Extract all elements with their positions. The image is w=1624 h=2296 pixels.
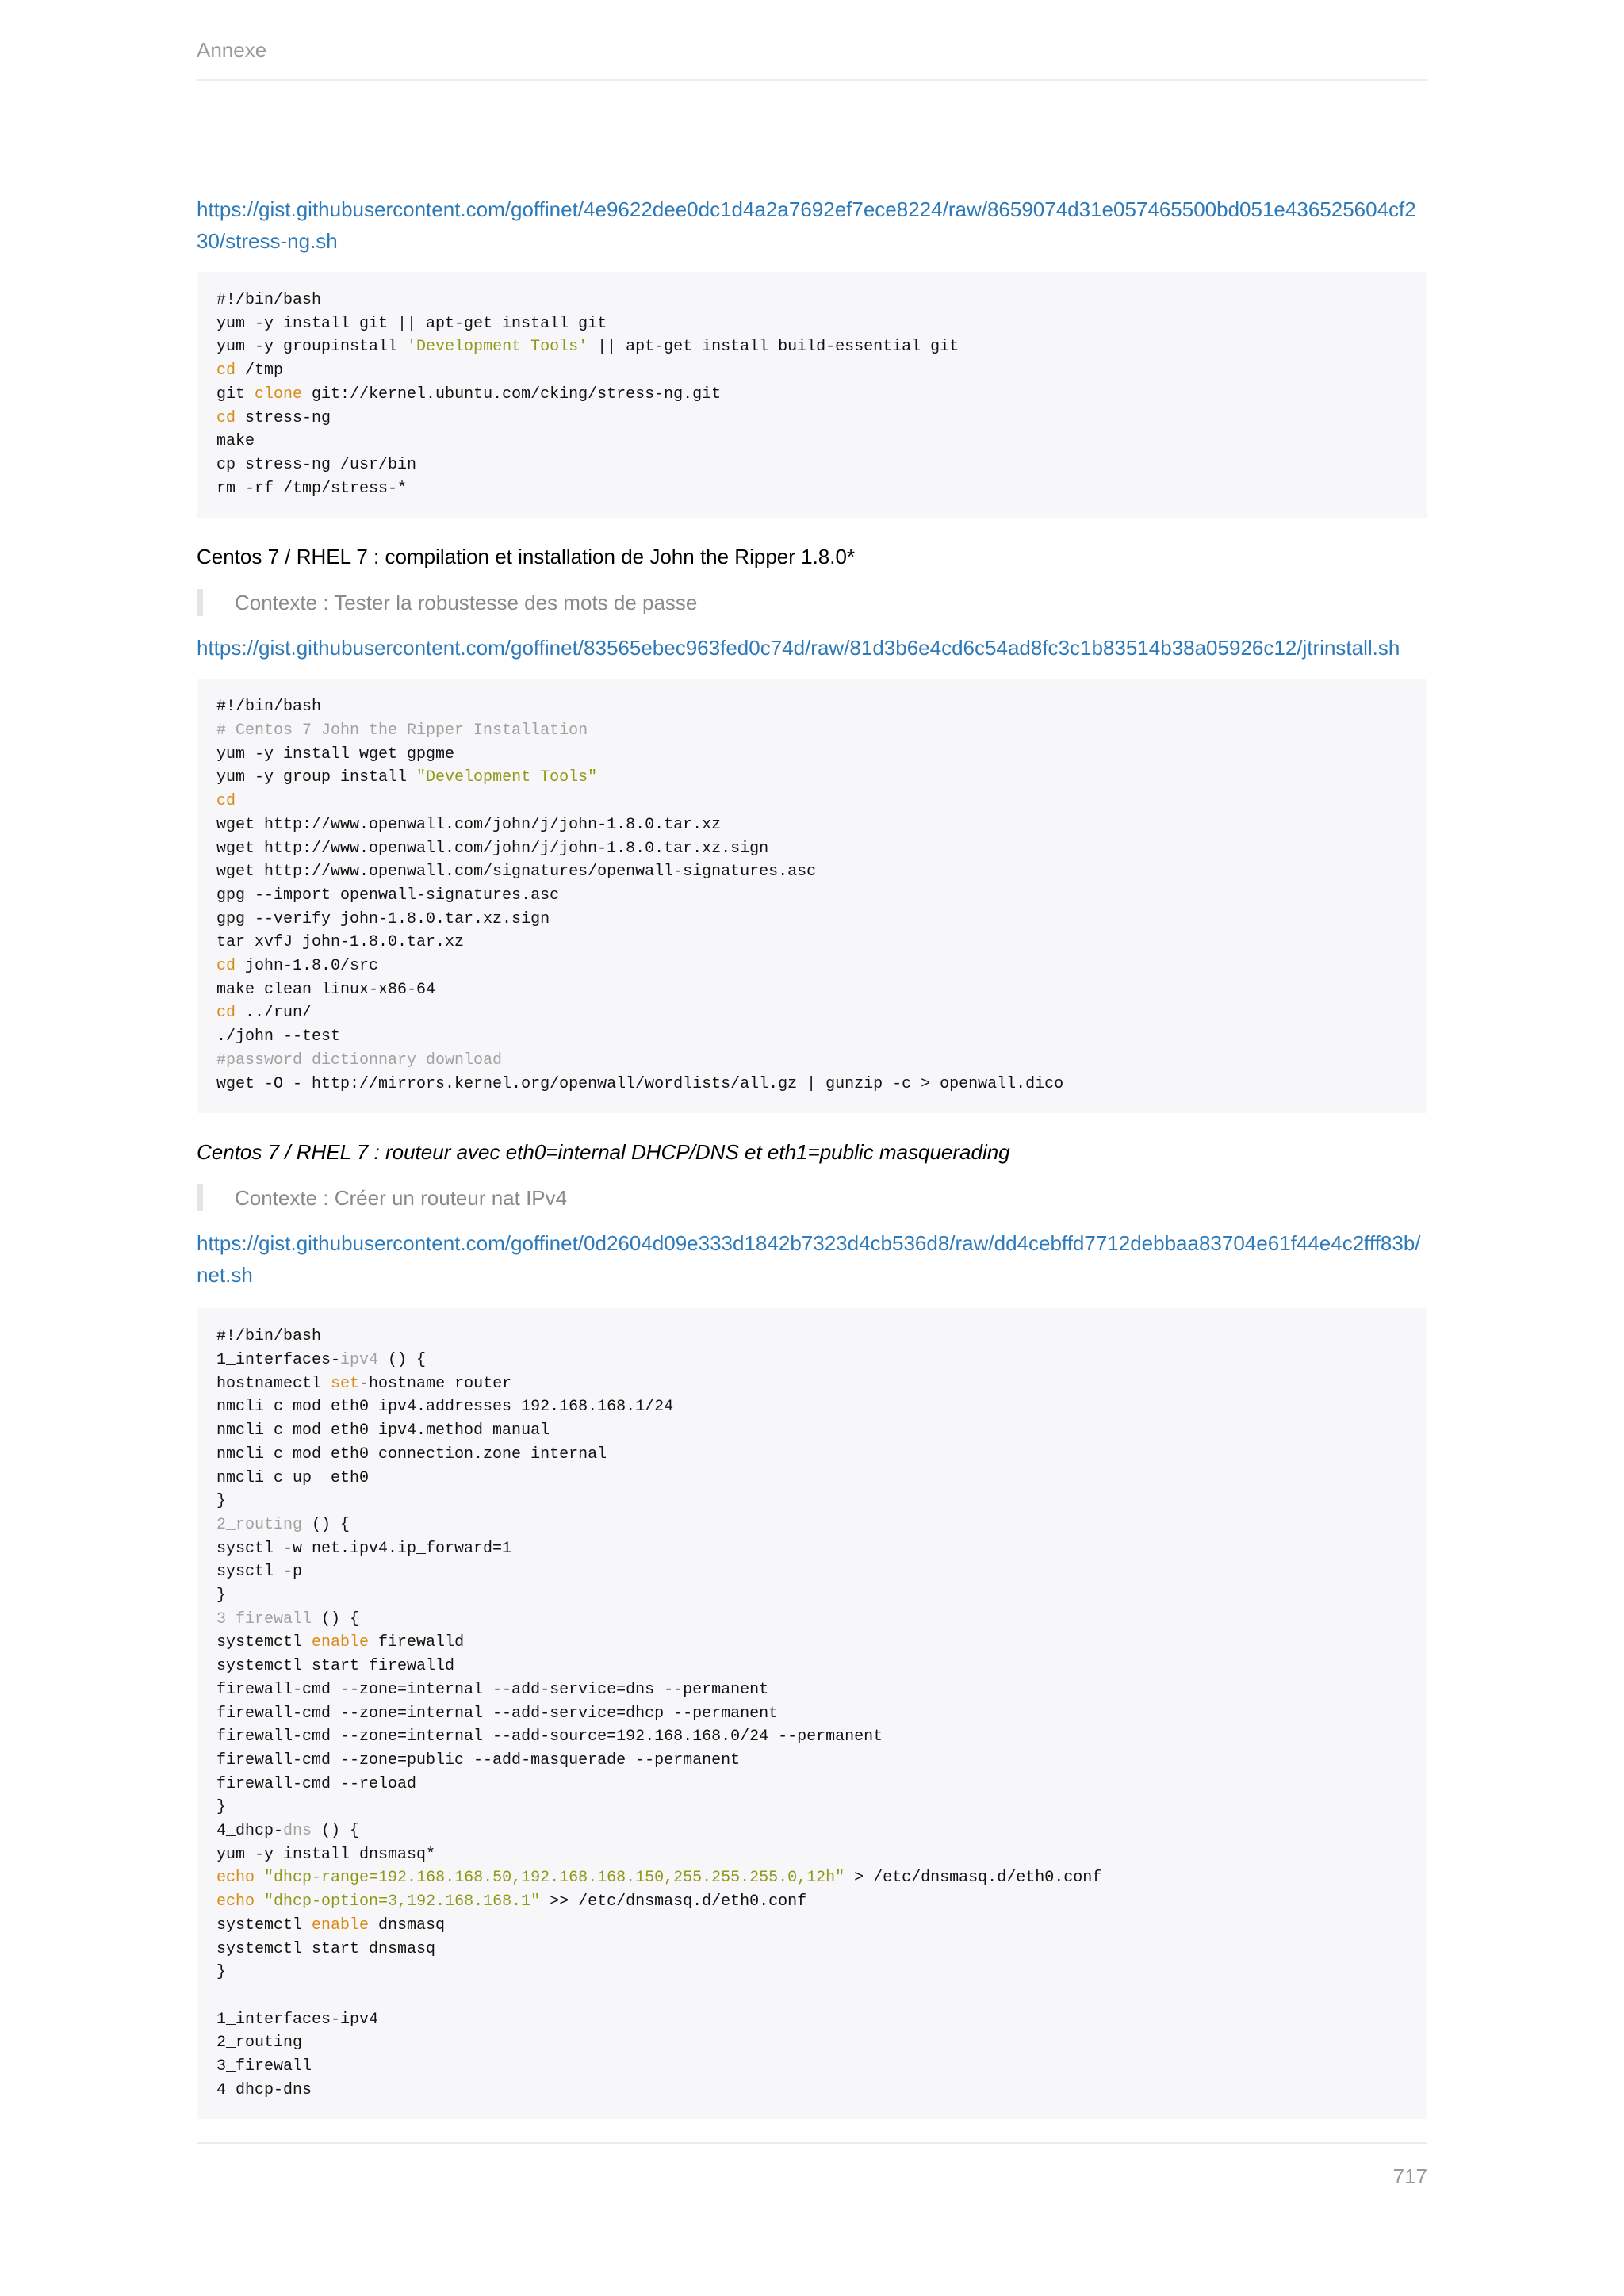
code-line [216,1349,1408,1372]
code-line [216,719,1408,743]
code-token: nmcli c mod eth0 connection.zone internal [216,1445,607,1464]
gist-link-net[interactable]: https://gist.githubusercontent.com/goffinet/0d2604d09e333d1842b7323d4cb536d8/raw/dd4cebffd7712debbaa83704e61f44e4c2fff83b/net.sh [197,1231,1421,1288]
code-token: yum -y install dnsmasq* [216,1845,436,1864]
code-token: sysctl -p [216,1563,303,1582]
code-token: tar xvfJ john-1.8.0.tar.xz [216,933,465,952]
code-token: -hostname router [359,1374,512,1393]
code-token: cd [216,1004,236,1023]
code-token: ipv4 [340,1350,379,1369]
code-token: clone [255,385,303,404]
code-line [216,695,1408,719]
code-line [216,790,1408,813]
code-line [216,1914,1408,1938]
code-line [216,1890,1408,1914]
code-token: wget http://www.openwall.com/john/j/john-1.8.0.tar.xz [216,815,722,834]
code-line [216,1001,1408,1025]
code-token: cd [216,792,236,811]
code-token: yum -y install wget gpgme [216,744,455,763]
code-line [216,978,1408,1002]
code-line [216,1655,1408,1678]
code-token: dns [283,1822,312,1841]
context-quote-router: Contexte : Créer un routeur nat IPv4 [197,1184,1427,1211]
code-token: /tmp [236,362,284,381]
code-line [216,477,1408,501]
code-token: echo [216,1869,255,1888]
code-line [216,1796,1408,1820]
code-line [216,383,1408,407]
code-token: ../run/ [236,1004,312,1023]
gist-link-jtrinstall[interactable]: https://gist.githubusercontent.com/goffinet/83565ebec963fed0c74d/raw/81d3b6e4cd6c54ad8fc3c1b83514b38a05926c12/jtrinstall.sh [197,636,1400,660]
code-token: 'Development Tools' [407,338,588,357]
code-token: "Development Tools" [416,768,598,787]
code-token: 4_dhcp-dns [216,2080,312,2099]
section-heading-router: Centos 7 / RHEL 7 : routeur avec eth0=internal DHCP/DNS et eth1=public masquerading [197,1140,1010,1165]
code-line [216,359,1408,383]
code-token [255,1892,264,1911]
code-token: || apt-get install build-essential git [588,338,959,357]
code-token: systemctl [216,1633,312,1652]
code-token: nmcli c mod eth0 ipv4.method manual [216,1422,550,1441]
code-token: set [331,1374,360,1393]
code-line [216,1702,1408,1726]
code-token: } [216,1492,227,1511]
code-line [216,837,1408,861]
code-token: stress-ng [236,408,331,427]
code-block-net [197,1308,1427,2119]
code-line [216,2008,1408,2032]
code-token: #!/bin/bash [216,698,322,717]
code-line [216,1049,1408,1073]
code-token: john-1.8.0/src [236,957,379,976]
section-heading-john-the-ripper: Centos 7 / RHEL 7 : compilation et installation de John the Ripper 1.8.0* [197,545,856,569]
code-token: enable [312,1633,370,1652]
gist-link-stress-ng[interactable]: https://gist.githubusercontent.com/goffinet/4e9622dee0dc1d4a2a7692ef7ece8224/raw/8659074d31e057465500bd051e436525604cf230/stress-ng.sh [197,197,1416,253]
code-token: dnsmasq [369,1915,446,1934]
page-number: 717 [1392,2164,1427,2188]
code-line [216,813,1408,837]
code-token: wget http://www.openwall.com/john/j/john-1.8.0.tar.xz.sign [216,839,769,858]
code-line [216,312,1408,336]
code-token: ./john --test [216,1027,341,1047]
code-line [216,430,1408,453]
code-token: wget http://www.openwall.com/signatures/openwall-signatures.asc [216,863,817,882]
code-token: yum -y group install [216,768,417,787]
code-line [216,1443,1408,1467]
code-token: systemctl [216,1915,312,1934]
code-token: yum -y groupinstall [216,338,408,357]
code-line [216,335,1408,359]
code-line [216,289,1408,312]
code-token: nmcli c mod eth0 ipv4.addresses 192.168.168.1/24 [216,1398,674,1417]
code-line [216,1608,1408,1632]
code-token: yum -y install git || apt-get install git [216,314,607,333]
code-line [216,1773,1408,1797]
code-token: firewall-cmd --zone=public --add-masquerade --permanent [216,1751,741,1770]
code-line [216,1938,1408,1961]
code-token: make [216,432,255,451]
code-token: } [216,1586,227,1605]
code-token: firewall-cmd --reload [216,1774,417,1793]
code-line [216,1372,1408,1396]
code-line [216,1678,1408,1702]
code-line [216,1725,1408,1749]
code-line [216,1820,1408,1843]
code-line [216,1395,1408,1419]
code-token: cd [216,362,236,381]
code-token: echo [216,1892,255,1911]
code-token: cd [216,408,236,427]
code-token: #!/bin/bash [216,1327,322,1346]
code-token: wget -O - http://mirrors.kernel.org/openwall/wordlists/all.gz | gunzip -c > openwall.dico [216,1074,1064,1093]
code-token: # Centos 7 John the Ripper Installation [216,721,588,740]
code-line [216,1749,1408,1773]
code-token [255,1869,264,1887]
code-line [216,766,1408,790]
code-token: cp stress-ng /usr/bin [216,455,417,474]
code-token: > /etc/dnsmasq.d/eth0.conf [845,1869,1102,1888]
code-token: 2_routing [216,1515,303,1534]
code-token: gpg --verify john-1.8.0.tar.xz.sign [216,909,550,928]
code-token: systemctl start firewalld [216,1657,455,1676]
page-footer [197,2142,1427,2188]
code-line [216,1073,1408,1096]
code-line [216,1537,1408,1561]
code-token: () { [312,1609,360,1628]
code-token: firewalld [369,1633,465,1652]
code-token: () { [302,1515,350,1534]
code-line [216,931,1408,955]
code-token: nmcli c up eth0 [216,1468,370,1487]
code-token: enable [312,1915,370,1934]
code-line [216,1560,1408,1584]
code-line [216,1490,1408,1513]
code-line [216,1984,1408,2008]
code-token: 3_firewall [216,2057,312,2076]
code-line [216,1513,1408,1537]
code-line [216,2079,1408,2103]
code-token: git://kernel.ubuntu.com/cking/stress-ng.git [302,385,722,404]
code-token: 1_interfaces- [216,1350,341,1369]
code-token: 3_firewall [216,1609,312,1628]
code-line [216,1325,1408,1349]
code-line [216,743,1408,767]
running-header-title: Annexe [197,38,267,62]
code-line [216,2055,1408,2079]
code-line [216,407,1408,430]
code-token: 4_dhcp- [216,1822,284,1841]
code-line [216,955,1408,978]
code-line [216,1025,1408,1049]
code-line [216,860,1408,884]
page-content [197,193,1427,2119]
code-token: rm -rf /tmp/stress-* [216,479,408,498]
code-token: () { [312,1822,360,1841]
code-line [216,1961,1408,1984]
code-line [216,1866,1408,1890]
code-token: #password dictionnary download [216,1050,503,1070]
code-token: systemctl start dnsmasq [216,1939,436,1958]
code-line [216,884,1408,908]
code-token: gpg --import openwall-signatures.asc [216,886,560,905]
code-token: #!/bin/bash [216,291,322,309]
code-token: "dhcp-option=3,192.168.168.1" [264,1892,541,1911]
code-line [216,1584,1408,1608]
code-token: sysctl -w net.ipv4.ip_forward=1 [216,1539,512,1558]
code-token: 1_interfaces-ipv4 [216,2010,379,2029]
code-line [216,1843,1408,1867]
context-quote-john-the-ripper: Contexte : Tester la robustesse des mots de passe [197,589,1427,616]
code-token: hostnamectl [216,1374,331,1393]
code-token: 2_routing [216,2034,303,2053]
code-line [216,453,1408,477]
code-token: () { [378,1350,427,1369]
code-line [216,908,1408,932]
code-token: make clean linux-x86-64 [216,980,436,999]
code-token: >> /etc/dnsmasq.d/eth0.conf [540,1892,807,1911]
code-block-jtrinstall [197,679,1427,1113]
page-header [197,36,1427,81]
code-token: firewall-cmd --zone=internal --add-service=dns --permanent [216,1680,769,1699]
code-block-stress-ng [197,272,1427,518]
code-token: firewall-cmd --zone=internal --add-service=dhcp --permanent [216,1704,779,1723]
code-token: git [216,385,255,404]
code-line [216,1467,1408,1490]
code-token: "dhcp-range=192.168.168.50,192.168.168.150,255.255.255.0,12h" [264,1869,845,1888]
code-token: cd [216,957,236,976]
code-token: firewall-cmd --zone=internal --add-source=192.168.168.0/24 --permanent [216,1728,883,1747]
code-line [216,2031,1408,2055]
code-token: } [216,1798,227,1817]
code-line [216,1631,1408,1655]
code-token: } [216,1963,227,1982]
code-line [216,1419,1408,1443]
